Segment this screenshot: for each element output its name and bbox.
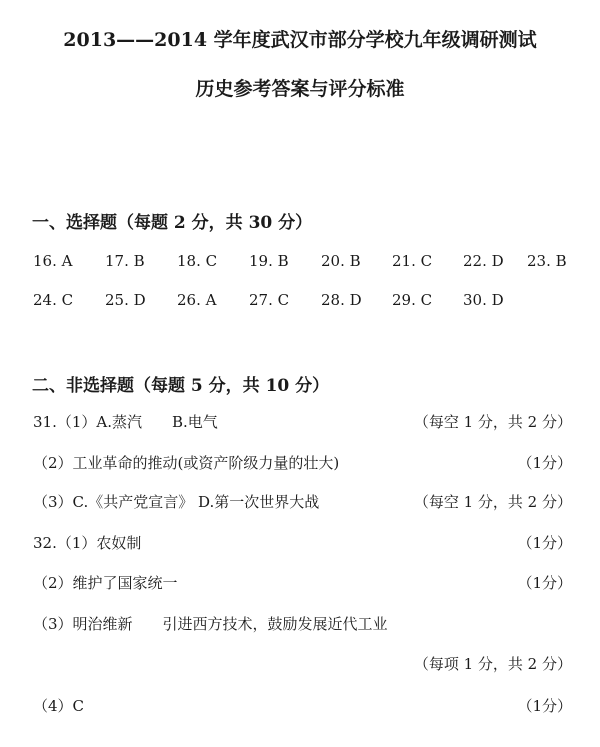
q32-part1-answer: 32.（1）农奴制 <box>33 534 142 552</box>
mc-answer: 23. B <box>527 252 567 270</box>
q32-part4-score: （1分） <box>517 697 572 715</box>
mc-answer: 18. C <box>177 252 218 270</box>
section2-heading: 二、非选择题（每题 5 分，共 10 分） <box>32 376 330 396</box>
mc-answer: 17. B <box>105 252 145 270</box>
mc-answer: 16. A <box>33 252 73 270</box>
section1-heading: 一、选择题（每题 2 分，共 30 分） <box>32 213 313 233</box>
q31-part2-answer: （2）工业革命的推动(或资产阶级力量的壮大) <box>33 454 340 472</box>
q31-part3-answer: （3）C.《共产党宣言》 D.第一次世界大战 <box>33 493 320 511</box>
q32-part1-score: （1分） <box>517 534 572 552</box>
page-title: 2013——2014 学年度武汉市部分学校九年级调研测试 <box>63 29 537 51</box>
q32-part4-answer: （4）C <box>33 697 85 715</box>
mc-answer: 21. C <box>392 252 433 270</box>
q32-part2-score: （1分） <box>517 574 572 592</box>
q31-part2-score: （1分） <box>517 454 572 472</box>
mc-answer: 29. C <box>392 291 433 309</box>
q31-part3-score: （每空 1 分，共 2 分） <box>413 493 572 511</box>
mc-answer: 25. D <box>105 291 146 309</box>
mc-answer: 27. C <box>249 291 290 309</box>
mc-answer: 22. D <box>463 252 504 270</box>
mc-answer: 24. C <box>33 291 74 309</box>
q32-part2-answer: （2）维护了国家统一 <box>33 574 178 592</box>
mc-answer: 26. A <box>177 291 217 309</box>
page-subtitle: 历史参考答案与评分标准 <box>195 78 405 100</box>
mc-answer: 19. B <box>249 252 289 270</box>
mc-answer: 20. B <box>321 252 361 270</box>
q31-part1-score: （每空 1 分，共 2 分） <box>413 413 572 431</box>
q32-part3-score: （每项 1 分，共 2 分） <box>413 655 572 673</box>
q31-part1-answer: 31.（1）A.蒸汽 B.电气 <box>33 413 218 431</box>
mc-answer: 28. D <box>321 291 362 309</box>
mc-answer: 30. D <box>463 291 504 309</box>
q32-part3-answer: （3）明治维新 引进西方技术，鼓励发展近代工业 <box>33 615 388 633</box>
